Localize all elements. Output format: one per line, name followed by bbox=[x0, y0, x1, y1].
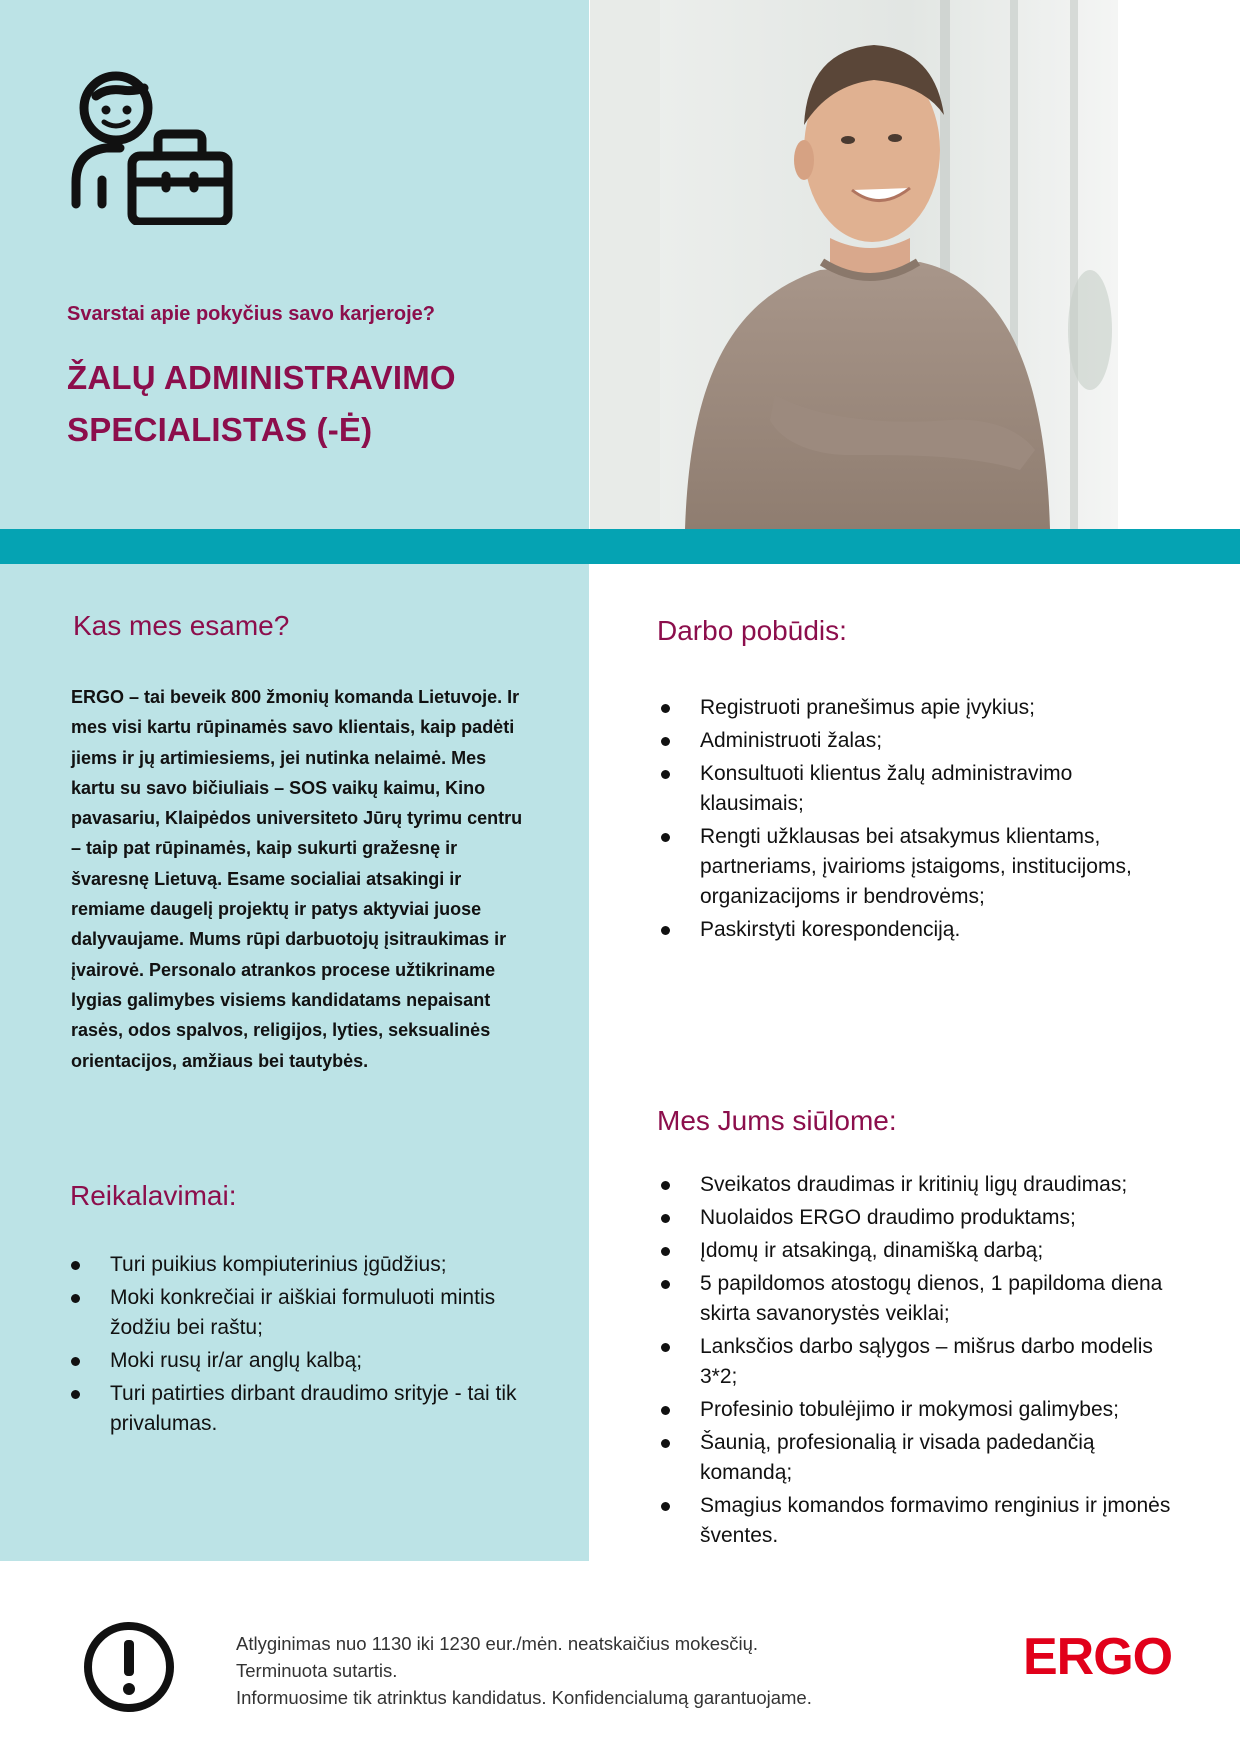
list-item: Lanksčios darbo sąlygos – mišrus darbo modelis 3*2; bbox=[660, 1332, 1180, 1392]
bullet-icon bbox=[661, 737, 670, 746]
confidentiality-text: Informuosime tik atrinktus kandidatus. Konfidencialumą garantuojame. bbox=[236, 1687, 812, 1708]
offer-heading: Mes Jums siūlome: bbox=[657, 1105, 897, 1136]
list-item: Nuolaidos ERGO draudimo produktams; bbox=[660, 1203, 1180, 1233]
bullet-icon bbox=[661, 1280, 670, 1289]
list-item: Moki rusų ir/ar anglų kalbą; bbox=[70, 1346, 530, 1376]
bullet-icon bbox=[661, 1247, 670, 1256]
footer-info bbox=[236, 1630, 812, 1711]
divider-band bbox=[0, 529, 1240, 564]
job-title bbox=[67, 352, 567, 456]
job-title-line-2: SPECIALISTAS (-Ė) bbox=[67, 411, 373, 448]
bullet-icon bbox=[71, 1390, 80, 1399]
header-kicker: Svarstai apie pokyčius savo karjeroje? bbox=[67, 303, 435, 325]
list-item: Konsultuoti klientus žalų administravimo klausimais; bbox=[660, 759, 1160, 819]
bullet-icon bbox=[661, 926, 670, 935]
work-heading: Darbo pobūdis: bbox=[657, 615, 847, 646]
list-item: Smagius komandos formavimo renginius ir įmonės šventes. bbox=[660, 1491, 1180, 1551]
requirements-list bbox=[70, 1250, 530, 1442]
work-list bbox=[660, 693, 1160, 948]
bullet-icon bbox=[71, 1261, 80, 1270]
list-item: Registruoti pranešimus apie įvykius; bbox=[660, 693, 1160, 723]
bullet-icon bbox=[661, 1406, 670, 1415]
bullet-icon bbox=[661, 1214, 670, 1223]
bullet-icon bbox=[661, 1439, 670, 1448]
exclamation-circle-icon bbox=[82, 1620, 176, 1714]
list-item: Šaunią, profesionalią ir visada padedančią komandą; bbox=[660, 1428, 1180, 1488]
about-text: ERGO – tai beveik 800 žmonių komanda Lietuvoje. Ir mes visi kartu rūpinamės savo klientais, kaip padėti jiems ir jų artimiesiems, jei nutinka nelaimė. Mes kartu su savo bičiuliais – SOS vaikų kaimu, Kino pavasariu, Klaipėdos universiteto Jūrų tyrimu centru – taip pat rūpinamės, kaip sukurti gražesnę ir švaresnę Lietuvą. Esame socialiai atsakingi ir remiame daugelį projektų ir patys aktyviai juose dalyvaujame. Mums rūpi darbuotojų įsitraukimas ir įvairovė. Personalo atrankos procese užtikriname lygias galimybes visiems kandidatams nepaisant rasės, odos spalvos, religijos, lyties, seksualinės orientacijos, amžiaus bei tautybės. bbox=[71, 687, 523, 1071]
bullet-icon bbox=[71, 1357, 80, 1366]
list-item: Turi puikius kompiuterinius įgūdžius; bbox=[70, 1250, 530, 1280]
list-item: Sveikatos draudimas ir kritinių ligų draudimas; bbox=[660, 1170, 1180, 1200]
list-item: 5 papildomos atostogų dienos, 1 papildoma diena skirta savanorystės veiklai; bbox=[660, 1269, 1180, 1329]
ergo-logo: ERGO bbox=[1023, 1628, 1173, 1686]
bullet-icon bbox=[661, 833, 670, 842]
bullet-icon bbox=[661, 1181, 670, 1190]
list-item: Administruoti žalas; bbox=[660, 726, 1160, 756]
bullet-icon bbox=[661, 1343, 670, 1352]
bullet-icon bbox=[661, 1502, 670, 1511]
bullet-icon bbox=[661, 704, 670, 713]
list-item: Įdomų ir atsakingą, dinamišką darbą; bbox=[660, 1236, 1180, 1266]
salary-text: Atlyginimas nuo 1130 iki 1230 eur./mėn. neatskaičius mokesčių. bbox=[236, 1633, 759, 1654]
bullet-icon bbox=[71, 1294, 80, 1303]
person-with-briefcase-icon bbox=[70, 70, 235, 225]
offer-list bbox=[660, 1170, 1180, 1554]
list-item: Paskirstyti korespondenciją. bbox=[660, 915, 1160, 945]
hero-photo bbox=[590, 0, 1118, 529]
list-item: Profesinio tobulėjimo ir mokymosi galimybes; bbox=[660, 1395, 1180, 1425]
list-item: Turi patirties dirbant draudimo srityje - tai tik privalumas. bbox=[70, 1379, 530, 1439]
about-heading: Kas mes esame? bbox=[73, 610, 290, 641]
bullet-icon bbox=[661, 770, 670, 779]
requirements-heading: Reikalavimai: bbox=[70, 1180, 237, 1211]
job-title-line-1: ŽALŲ ADMINISTRAVIMO bbox=[67, 359, 456, 396]
man-portrait-photo bbox=[590, 0, 1118, 529]
list-item: Rengti užklausas bei atsakymus klientams, partneriams, įvairioms įstaigoms, institucijoms, organizacijoms ir bendrovėms; bbox=[660, 822, 1160, 912]
contract-text: Terminuota sutartis. bbox=[236, 1660, 398, 1681]
list-item: Moki konkrečiai ir aiškiai formuluoti mintis žodžiu bei raštu; bbox=[70, 1283, 530, 1343]
